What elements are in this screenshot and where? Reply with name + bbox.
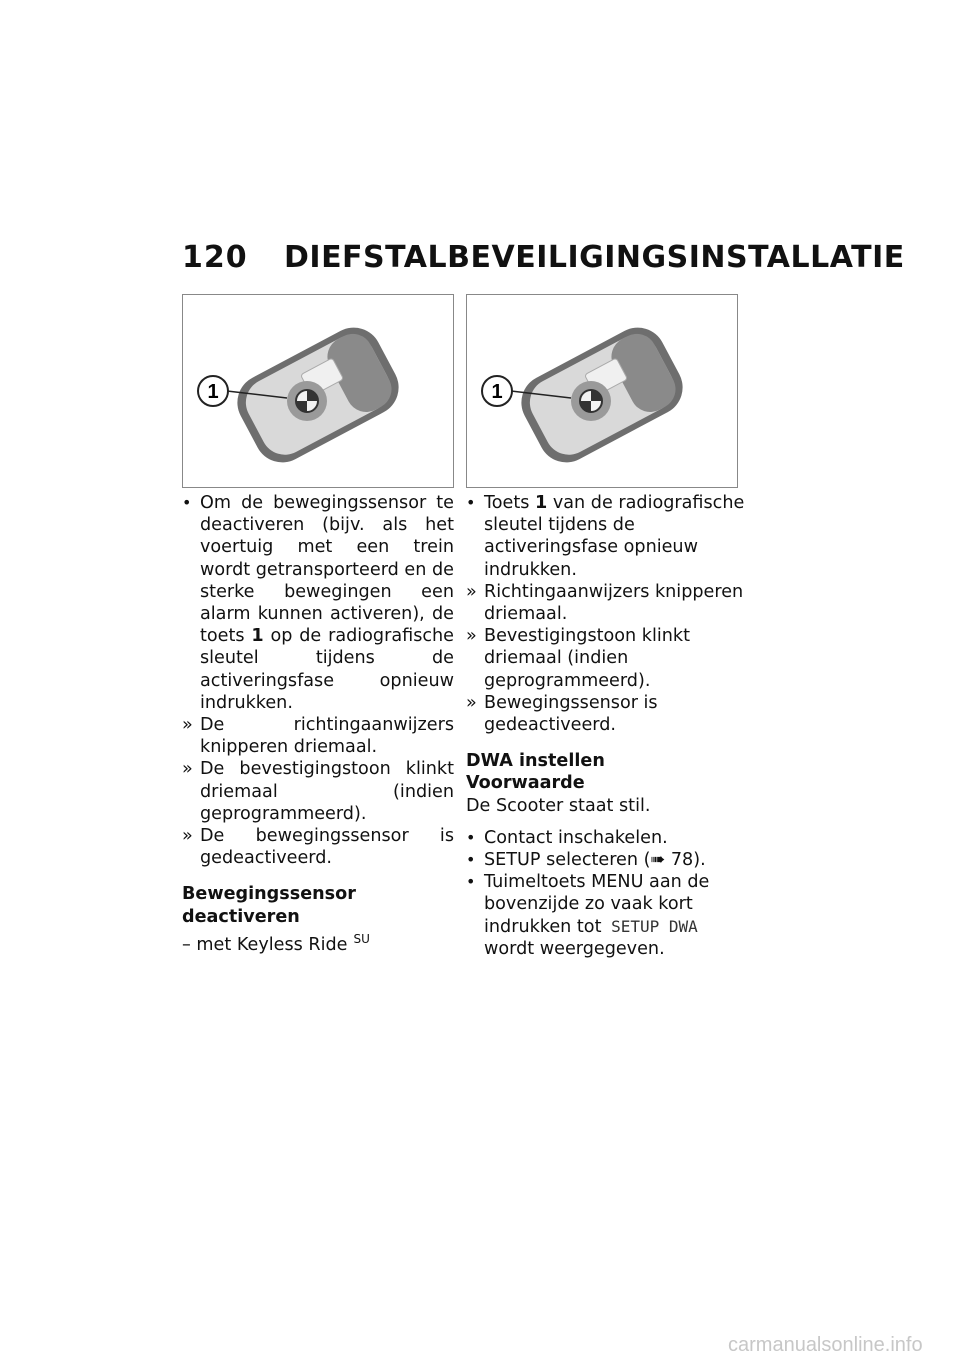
key-fob-figure-right: [466, 294, 738, 488]
result-item: » De bevestigingstoon klinkt driemaal (indien geprogrammeerd).: [182, 759, 454, 824]
instruction-step: • Om de bewegingssensor te deactiveren (bijv. als het voertuig met een trein wordt getransporteerd en de sterke bewegingen een alarm kunnen activeren), de toets 1 op de radiografische sleutel tijdens de activeringsfase opnieuw indrukken.: [182, 493, 455, 713]
key-reference: 1: [251, 626, 264, 647]
key-fob-illustration: [183, 295, 453, 487]
bullet-marker: •: [466, 872, 476, 892]
callout-label: 1: [207, 381, 219, 403]
section-heading: DWA instellen: [466, 751, 605, 772]
chapter-title: DIEFSTALBEVEILIGINGSINSTALLATIE: [284, 240, 905, 275]
display-text: SETUP DWA: [611, 916, 698, 936]
model-superscript: SU: [353, 931, 370, 946]
instruction-step: • Toets 1 van de radiografische sleutel tijdens de activeringsfase opnieuw indrukken.: [466, 493, 745, 580]
key-fob-figure-left: [182, 294, 454, 488]
instruction-step: • Contact inschakelen.: [466, 827, 668, 848]
page-number: 120: [182, 240, 248, 275]
bullet-marker: •: [466, 827, 476, 847]
page-reference[interactable]: 78: [670, 850, 694, 871]
result-marker: »: [466, 581, 477, 602]
bullet-marker: •: [466, 493, 476, 512]
result-marker: »: [182, 715, 193, 736]
callout-label: 1: [491, 381, 503, 403]
bullet-marker: •: [466, 850, 476, 870]
result-item: » Bewegingssensor is gedeactiveerd.: [466, 692, 658, 736]
left-column: [182, 492, 454, 956]
result-marker: »: [182, 826, 193, 847]
instruction-step: • Tuimeltoets MENU aan de bovenzijde zo vaak kort indrukken tot SETUP DWA wordt weergegeven.: [466, 872, 710, 959]
key-reference: 1: [535, 493, 548, 513]
result-item: » Richtingaanwijzers knipperen driemaal.: [466, 581, 744, 625]
section-heading: Bewegingssensor deactiveren: [182, 884, 356, 927]
result-item: » Bevestigingstoon klinkt driemaal (indien geprogrammeerd).: [466, 626, 690, 691]
page-header: [182, 240, 905, 280]
condition-text: De Scooter staat stil.: [466, 795, 651, 816]
instruction-step: • SETUP selecteren (➠ 78).: [466, 850, 706, 871]
bullet-marker: •: [182, 493, 192, 512]
result-marker: »: [466, 626, 477, 647]
result-marker: »: [466, 692, 477, 713]
result-item: » De bewegingssensor is gedeactiveerd.: [182, 826, 454, 869]
section-subheading: Voorwaarde: [466, 773, 585, 794]
section-subheading: – met Keyless Ride $^{SU}$: [182, 931, 370, 955]
result-item: » De richtingaanwijzers knipperen driemaal.: [182, 715, 454, 758]
right-column: [466, 492, 748, 960]
result-marker: »: [182, 759, 193, 780]
page-reference-arrow-icon: ➠: [650, 850, 666, 871]
watermark: carmanualsonline.info: [728, 1334, 923, 1356]
key-fob-illustration: [467, 295, 737, 487]
